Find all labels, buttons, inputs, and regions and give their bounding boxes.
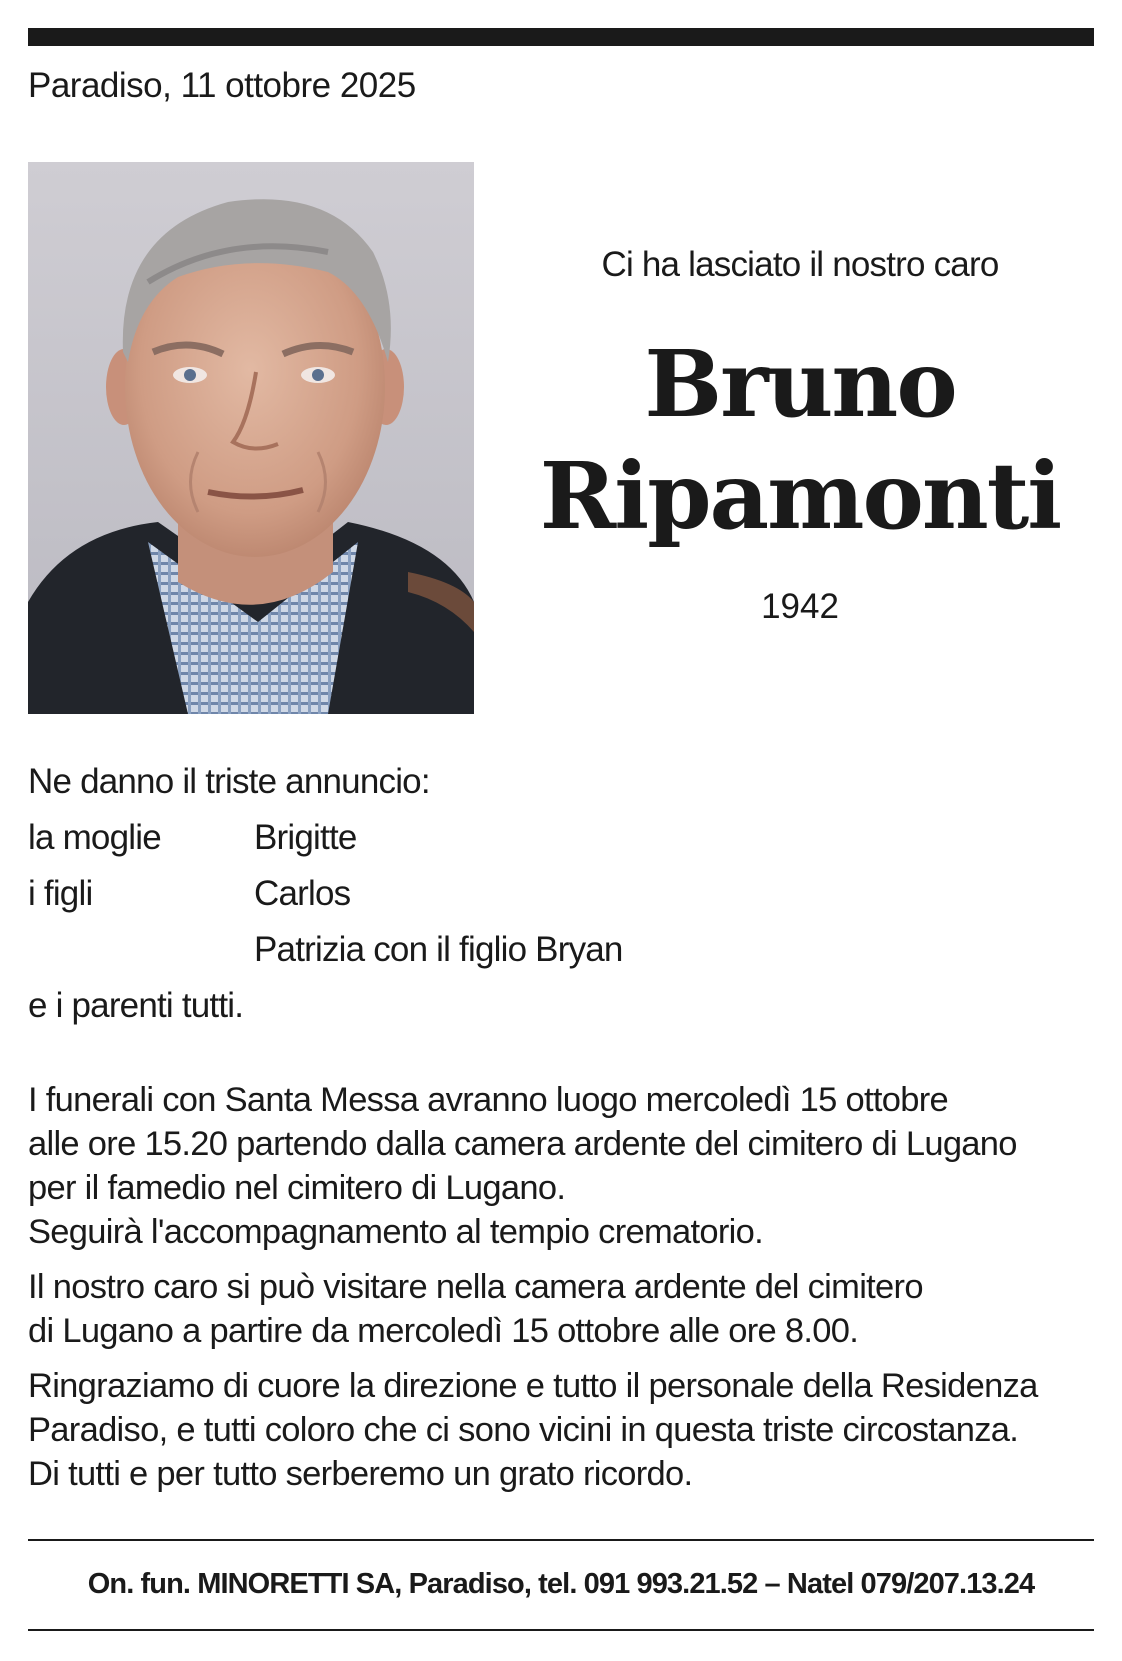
intro-line: Ci ha lasciato il nostro caro	[601, 245, 999, 284]
relative-role: i figli	[28, 874, 93, 913]
announcement-block	[28, 754, 623, 1034]
announcement-heading: Ne danno il triste annuncio:	[28, 762, 430, 801]
relative-row	[28, 810, 430, 866]
relative-row	[28, 866, 430, 922]
deceased-last-name: Ripamonti	[539, 442, 1061, 550]
funeral-home-footer: On. fun. MINORETTI SA, Paradiso, tel. 091 993.21.52 – Natel 079/207.13.24	[87, 1568, 1035, 1600]
thanks-paragraph: Ringraziamo di cuore la direzione e tutto il personale della Residenza Paradiso, e tutti coloro che ci sono vicini in questa triste circostanza. Di tutti e per tutto serberemo un grato ricordo.	[28, 1367, 1038, 1493]
funeral-paragraph: I funerali con Santa Messa avranno luogo mercoledì 15 ottobre alle ore 15.20 partendo dalla camera ardente del cimitero di Lugano per il famedio nel cimitero di Lugano. Seguirà l'accompagnamento al tempio crematorio.	[28, 1081, 1017, 1251]
relative-row	[28, 922, 623, 978]
funeral-details	[28, 1078, 1094, 1507]
visitation-paragraph: Il nostro caro si può visitare nella camera ardente del cimitero di Lugano a partire da mercoledì 15 ottobre alle ore 8.00.	[28, 1268, 923, 1350]
relative-name: Carlos	[254, 874, 351, 913]
announcement-closing: e i parenti tutti.	[28, 986, 244, 1025]
footer-top-rule	[28, 1539, 1094, 1541]
relative-name: Brigitte	[254, 818, 357, 857]
deceased-first-name: Bruno	[644, 330, 956, 438]
relative-role: la moglie	[28, 818, 161, 857]
birth-year: 1942	[761, 587, 839, 626]
top-rule	[28, 28, 1094, 46]
deceased-portrait-photo	[28, 162, 474, 714]
relative-name: Patrizia con il figlio Bryan	[254, 930, 623, 969]
footer-bottom-rule	[28, 1629, 1094, 1631]
dateline: Paradiso, 11 ottobre 2025	[28, 66, 416, 105]
